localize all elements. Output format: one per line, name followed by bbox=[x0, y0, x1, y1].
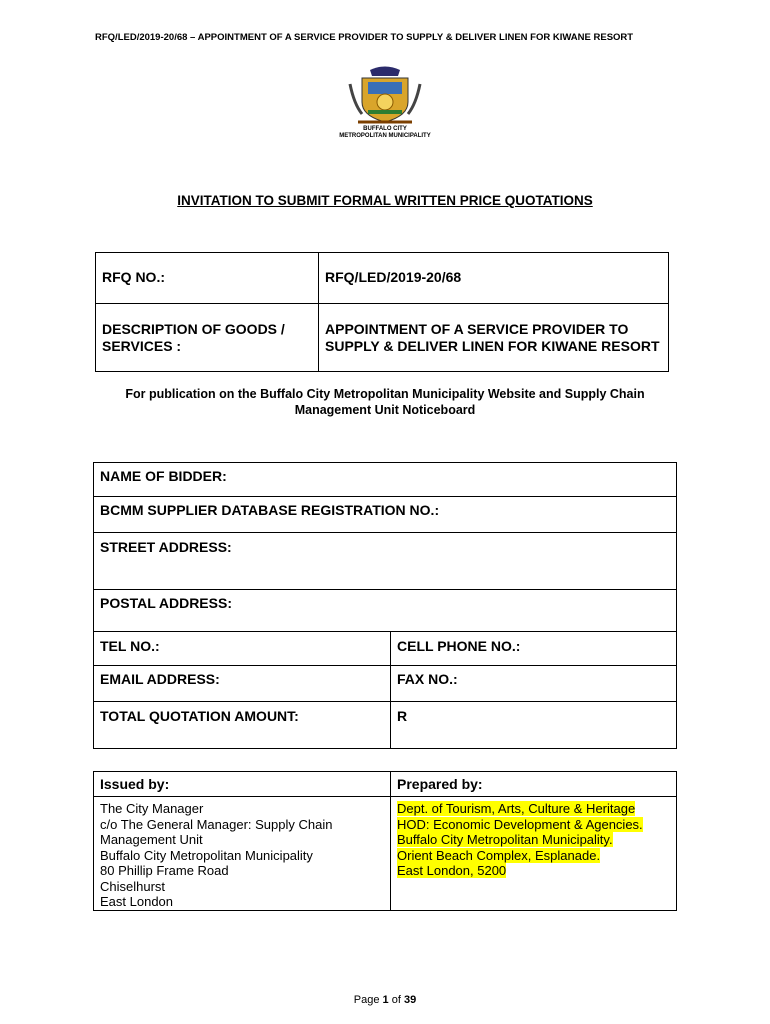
prepared-by-label: Prepared by: bbox=[391, 772, 677, 797]
description-label: DESCRIPTION OF GOODS / SERVICES : bbox=[96, 304, 319, 372]
cell-phone-field: CELL PHONE NO.: bbox=[391, 632, 677, 666]
fax-field: FAX NO.: bbox=[391, 666, 677, 702]
issued-line: Buffalo City Metropolitan Municipality bbox=[100, 847, 313, 863]
postal-address-field: POSTAL ADDRESS: bbox=[94, 590, 677, 632]
bidder-details-table bbox=[93, 462, 677, 749]
rfq-no-label: RFQ NO.: bbox=[96, 253, 319, 304]
current-page: 1 bbox=[382, 994, 389, 1006]
prepared-line: Buffalo City Metropolitan Municipality. bbox=[397, 832, 613, 847]
issued-line: East London bbox=[100, 894, 174, 909]
prepared-by-address bbox=[391, 797, 677, 911]
rfq-table bbox=[95, 252, 669, 372]
prepared-line: Dept. of Tourism, Arts, Culture & Heritage bbox=[397, 801, 636, 816]
issued-by-address bbox=[94, 797, 391, 911]
page-title: INVITATION TO SUBMIT FORMAL WRITTEN PRICE QUOTATIONS bbox=[177, 193, 593, 208]
bidder-name-field: NAME OF BIDDER: bbox=[94, 463, 677, 497]
issued-line: c/o The General Manager: Supply Chain bbox=[100, 816, 333, 832]
logo-caption bbox=[330, 126, 440, 140]
issued-by-label: Issued by: bbox=[94, 772, 391, 797]
logo-caption-line1: BUFFALO CITY bbox=[363, 126, 407, 132]
page-of: of bbox=[388, 994, 404, 1006]
total-quotation-field: TOTAL QUOTATION AMOUNT: bbox=[94, 702, 391, 749]
logo-caption-line2: METROPOLITAN MUNICIPALITY bbox=[339, 133, 431, 139]
issued-line: Chiselhurst bbox=[100, 878, 166, 894]
prepared-line: HOD: Economic Development & Agencies. bbox=[397, 816, 643, 832]
document-header-reference: RFQ/LED/2019-20/68 – APPOINTMENT OF A SERVICE PROVIDER TO SUPPLY & DELIVER LINEN FOR KIWANE RESORT bbox=[95, 32, 634, 43]
issued-prepared-table bbox=[93, 771, 677, 911]
prepared-line: Orient Beach Complex, Esplanade. bbox=[397, 847, 601, 863]
total-pages: 39 bbox=[403, 994, 417, 1006]
tel-field: TEL NO.: bbox=[94, 632, 391, 666]
issued-line: Management Unit bbox=[100, 832, 203, 847]
page-number bbox=[0, 994, 770, 1006]
registration-number-field: BCMM SUPPLIER DATABASE REGISTRATION NO.: bbox=[94, 497, 677, 533]
description-value: APPOINTMENT OF A SERVICE PROVIDER TO SUPPLY & DELIVER LINEN FOR KIWANE RESORT bbox=[319, 304, 669, 372]
rfq-no-value: RFQ/LED/2019-20/68 bbox=[319, 253, 669, 304]
street-address-field: STREET ADDRESS: bbox=[94, 533, 677, 590]
page-prefix: Page bbox=[353, 994, 383, 1006]
email-field: EMAIL ADDRESS: bbox=[94, 666, 391, 702]
publication-note: For publication on the Buffalo City Metropolitan Municipality Website and Supply Chain Management Unit Noticeboard bbox=[125, 387, 645, 417]
issued-line: 80 Phillip Frame Road bbox=[100, 863, 229, 878]
currency-symbol: R bbox=[391, 702, 677, 749]
issued-line: The City Manager bbox=[100, 801, 204, 816]
prepared-line: East London, 5200 bbox=[397, 863, 507, 878]
